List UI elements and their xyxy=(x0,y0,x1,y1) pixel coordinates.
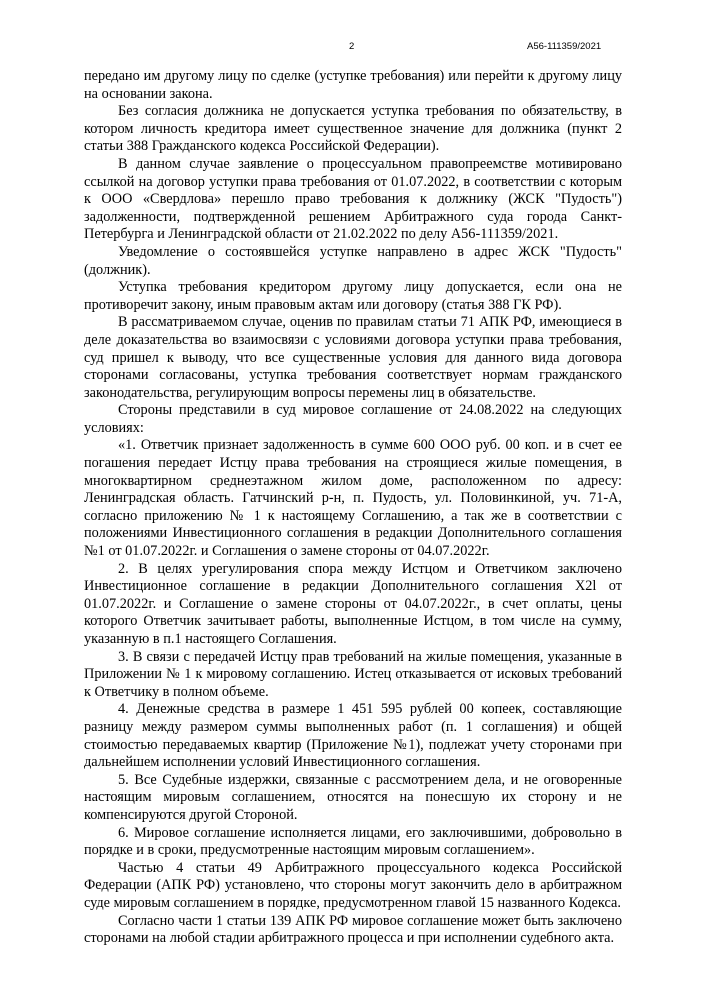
case-number: А56-111359/2021 xyxy=(527,41,602,52)
settlement-clause: 5. Все Судебные издержки, связанные с рассмотрением дела, и не оговоренные настоящим мировым соглашением, относятся на понесшую их сторону и не компенсируются другой Стороной. xyxy=(84,771,622,823)
document-body xyxy=(84,68,622,948)
paragraph: передано им другому лицу по сделке (уступке требования) или перейти к другому лицу на основании закона. xyxy=(84,68,622,102)
settlement-clause: «1. Ответчик признает задолженность в сумме 600 ООО руб. 00 коп. и в счет ее погашения передает Истцу права требования на строящиеся жилые помещения, в многоквартирном среднеэтажном жилом доме, расположенном по адресу: Ленинградская область. Гатчинский р-н, п. Пудость, ул. Половинкиной, уч. 71-А, согласно приложению № 1 к настоящему Соглашению, а так же в соответствии с положениями Инвестиционного соглашения в редакции Дополнительного соглашения №1 от 01.07.2022г. и Соглашения о замене стороны от 04.07.2022г. xyxy=(84,437,622,560)
settlement-clause: 4. Денежные средства в размере 1 451 595 рублей 00 копеек, составляющие разницу между размером суммы выполненных работ (п. 1 соглашения) и общей стоимостью передаваемых квартир (Приложение №1), подлежат учету сторонами при дальнейшем исполнении условий Инвестиционного соглашения. xyxy=(84,701,622,771)
settlement-clause: 2. В целях урегулирования спора между Истцом и Ответчиком заключено Инвестиционное соглашение в редакции Дополнительного соглашения X2l от 01.07.2022г. и Соглашение о замене стороны от 04.07.2022г., в счет оплаты, цены которого Ответчик зачитывает работы, выполненные Истцом, в том числе на сумму, указанную в п.1 настоящего Соглашения. xyxy=(84,560,622,647)
paragraph: Частью 4 статьи 49 Арбитражного процессуального кодекса Российской Федерации (АПК РФ) установлено, что стороны могут закончить дело в арбитражном суде мировым соглашением в порядке, предусмотренном главой 15 названного Кодекса. xyxy=(84,859,622,911)
page-number: 2 xyxy=(349,41,355,52)
settlement-clause: 6. Мировое соглашение исполняется лицами, его заключившими, добровольно в порядке и в сроки, предусмотренные настоящим мировым соглашением». xyxy=(84,824,622,859)
paragraph: Без согласия должника не допускается уступка требования по обязательству, в котором личность кредитора имеет существенное значение для должника (пункт 2 статьи 388 Гражданского кодекса Российской Федерации). xyxy=(84,103,622,155)
paragraph: Уведомление о состоявшейся уступке направлено в адрес ЖСК "Пудость" (должник). xyxy=(84,243,622,278)
paragraph: Уступка требования кредитором другому лицу допускается, если она не противоречит закону, иным правовым актам или договору (статья 388 ГК РФ). xyxy=(84,279,622,313)
paragraph: Стороны представили в суд мировое соглашение от 24.08.2022 на следующих условиях: xyxy=(84,402,622,436)
paragraph: В рассматриваемом случае, оценив по правилам статьи 71 АПК РФ, имеющиеся в деле доказательства во взаимосвязи с условиями договора уступки права требования, суд пришел к выводу, что все существенные условия для данного вида договора сторонами согласованы, уступка требования соответствует нормам гражданского законодательства, регулирующим вопросы перемены лиц в обязательстве. xyxy=(84,314,622,401)
paragraph: Согласно части 1 статьи 139 АПК РФ мировое соглашение может быть заключено сторонами на любой стадии арбитражного процесса и при исполнении судебного акта. xyxy=(84,912,622,947)
settlement-clause: 3. В связи с передачей Истцу прав требований на жилые помещения, указанные в Приложении № 1 к мировому соглашению. Истец отказывается от исковых требований к Ответчику в полном объеме. xyxy=(84,648,622,700)
paragraph: В данном случае заявление о процессуальном правопреемстве мотивировано ссылкой на договор уступки права требования от 01.07.2022, в соответствии с которым к ООО «Свердлова» перешло право требования к должнику (ЖСК "Пудость") задолженности, подтвержденной решением Арбитражного суда города Санкт-Петербурга и Ленинградской области от 21.02.2022 по делу А56-111359/2021. xyxy=(84,155,622,243)
